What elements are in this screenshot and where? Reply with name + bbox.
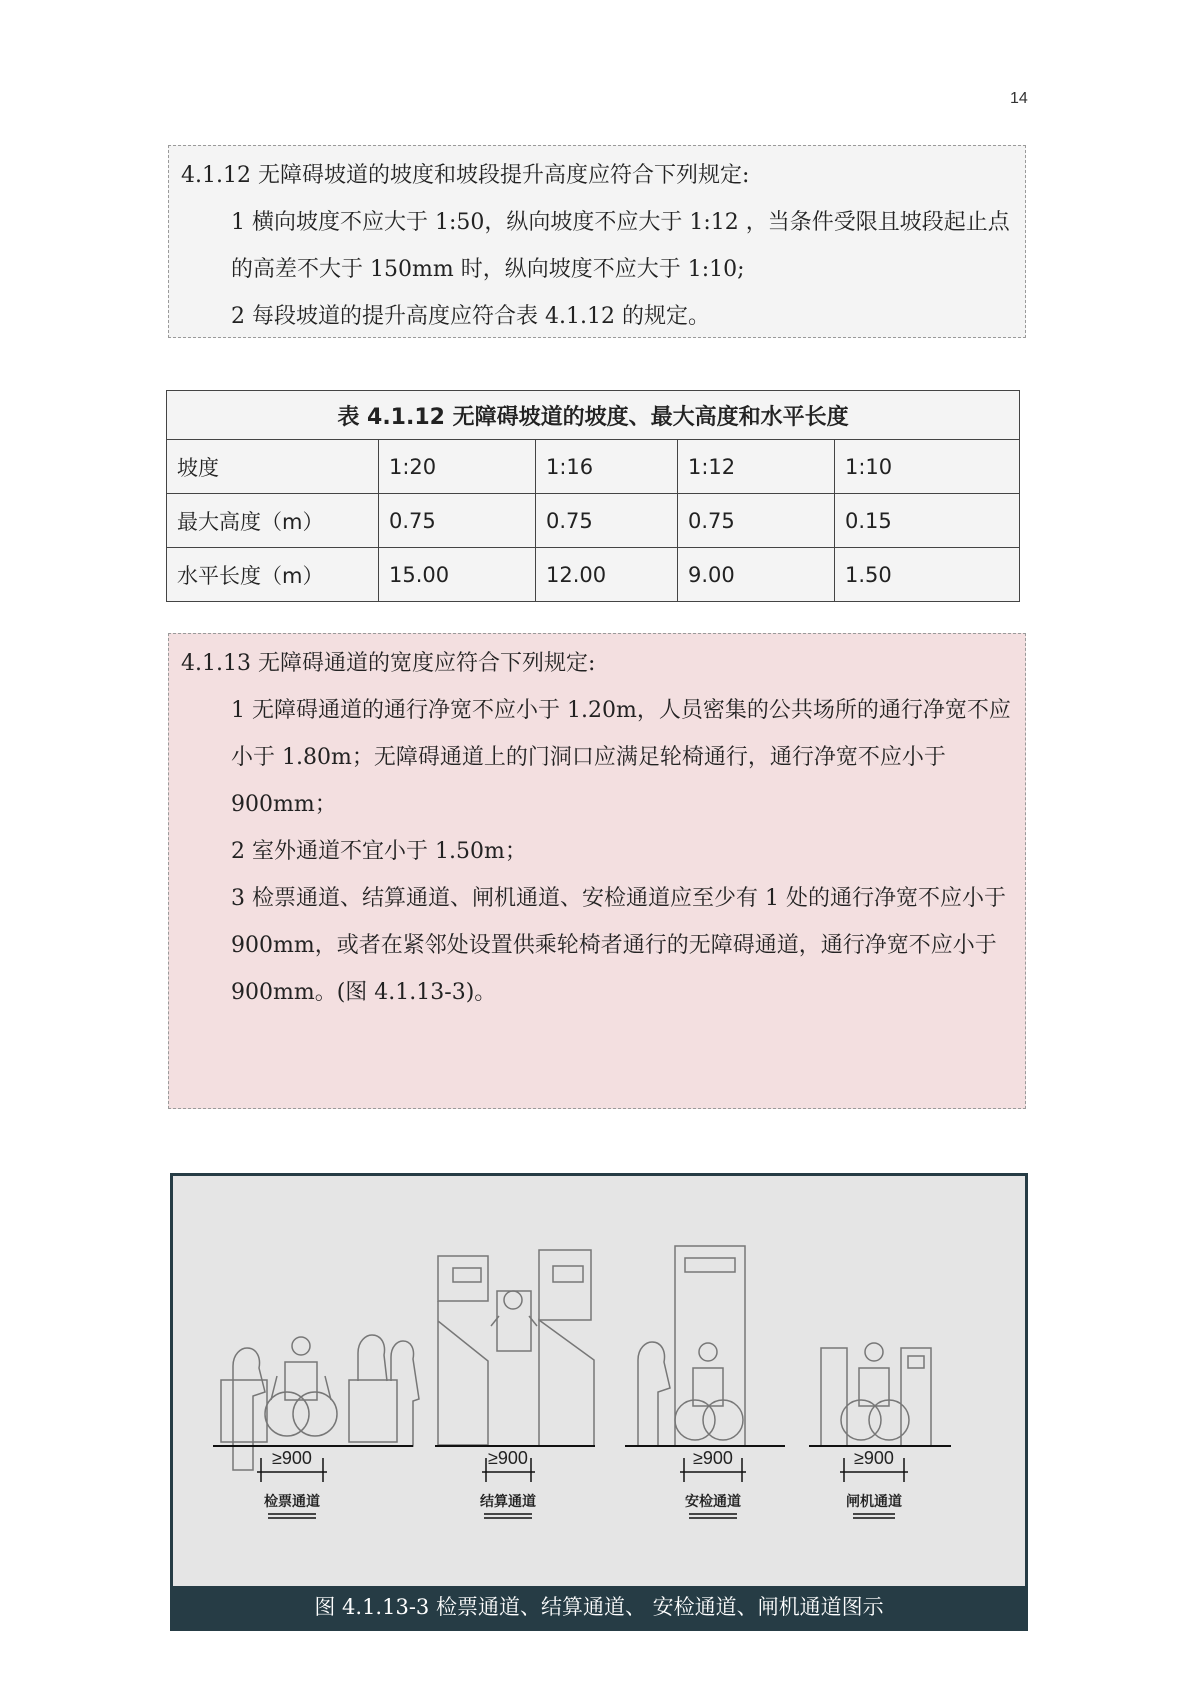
table-cell: 12.00 [536, 548, 678, 602]
clause-item: 2 每段坡道的提升高度应符合表 4.1.12 的规定。 [231, 304, 710, 329]
clause-item: 2 室外通道不宜小于 1.50m； [231, 839, 527, 864]
table-row [167, 548, 1020, 602]
clause-item: 1 横向坡度不应大于 1:50，纵向坡度不应大于 1:12 ，当条件受限且坡段起止点的高差不大于 150mm 时，纵向坡度不应大于 1:10; [231, 210, 1010, 282]
table-cell: 0.15 [835, 494, 1020, 548]
clause-4-1-13 [168, 633, 1026, 1109]
table-row [167, 440, 1020, 494]
dimension-label: ≥900 [693, 1448, 733, 1468]
dimension-label: ≥900 [488, 1448, 528, 1468]
security-gate-illustration [638, 1246, 745, 1446]
clause-heading: 4.1.13 无障碍通道的宽度应符合下列规定: [181, 651, 596, 676]
table-cell: 1:16 [536, 440, 678, 494]
table-cell: 1:20 [379, 440, 536, 494]
passage-illustration [173, 1176, 1025, 1586]
table-cell: 1:12 [678, 440, 835, 494]
passage-figure [170, 1173, 1028, 1631]
table-cell: 0.75 [536, 494, 678, 548]
ramp-spec-table [166, 390, 1020, 602]
table-title: 表 4.1.12 无障碍坡道的坡度、最大高度和水平长度 [167, 391, 1020, 440]
panel-label: 检票通道 [264, 1494, 320, 1510]
table-cell: 0.75 [379, 494, 536, 548]
clause-item: 1 无障碍通道的通行净宽不应小于 1.20m，人员密集的公共场所的通行净宽不应小于 1.80m；无障碍通道上的门洞口应满足轮椅通行，通行净宽不应小于 900mm； [231, 698, 1011, 817]
clause-heading: 4.1.12 无障碍坡道的坡度和坡段提升高度应符合下列规定: [181, 163, 750, 188]
table-cell: 0.75 [678, 494, 835, 548]
dimension-lines [257, 1458, 908, 1482]
table-cell: 1.50 [835, 548, 1020, 602]
checkout-illustration [438, 1250, 594, 1446]
table-cell: 15.00 [379, 548, 536, 602]
clause-item: 3 检票通道、结算通道、闸机通道、安检通道应至少有 1 处的通行净宽不应小于 900mm，或者在紧邻处设置供乘轮椅者通行的无障碍通道，通行净宽不应小于 900mm。(图 4.1.13-3)。 [231, 886, 1006, 1005]
dimension-label: ≥900 [272, 1448, 312, 1468]
ticket-check-illustration [221, 1335, 419, 1470]
figure-caption: 图 4.1.13-3 检票通道、结算通道、 安检通道、闸机通道图示 [173, 1586, 1025, 1628]
dimension-label: ≥900 [854, 1448, 894, 1468]
page-number: 14 [1010, 90, 1028, 107]
row-header: 最大高度（m） [167, 494, 379, 548]
turnstile-illustration [821, 1343, 931, 1446]
panel-label: 安检通道 [685, 1494, 741, 1510]
panel-label: 闸机通道 [846, 1494, 902, 1510]
table-cell: 9.00 [678, 548, 835, 602]
row-header: 水平长度（m） [167, 548, 379, 602]
table-row [167, 494, 1020, 548]
clause-4-1-12 [168, 145, 1026, 338]
row-header: 坡度 [167, 440, 379, 494]
panel-label: 结算通道 [480, 1494, 536, 1510]
table-cell: 1:10 [835, 440, 1020, 494]
